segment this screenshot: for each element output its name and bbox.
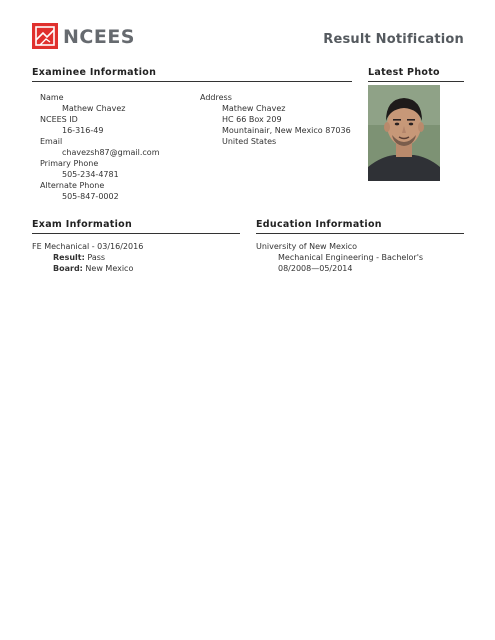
logo-wordmark: NCEES xyxy=(63,26,135,48)
page-title: Result Notification xyxy=(323,32,464,47)
board-value: New Mexico xyxy=(85,264,134,273)
address-line-4: United States xyxy=(222,137,277,146)
school-name: University of New Mexico xyxy=(256,242,358,251)
exam-information-heading: Exam Information xyxy=(32,219,133,230)
education-heading-rule xyxy=(256,233,464,234)
examinee-photo xyxy=(368,85,440,181)
primary-phone-value: 505-234-4781 xyxy=(62,170,119,179)
exam-board xyxy=(53,263,133,274)
email-value: chavezsh87@gmail.com xyxy=(62,148,160,157)
board-label: Board: xyxy=(53,264,83,273)
exam-line: FE Mechanical - 03/16/2016 xyxy=(32,242,144,251)
photo-heading-rule xyxy=(368,81,464,82)
email-label: Email xyxy=(40,137,63,146)
address-line-1: Mathew Chavez xyxy=(222,104,286,113)
address-line-2: HC 66 Box 209 xyxy=(222,115,282,124)
address-line-3: Mountainair, New Mexico 87036 xyxy=(222,126,351,135)
education-information-heading: Education Information xyxy=(256,219,382,230)
result-value: Pass xyxy=(87,253,106,262)
degree: Mechanical Engineering - Bachelor's xyxy=(278,253,424,262)
latest-photo-heading: Latest Photo xyxy=(368,67,440,78)
result-label: Result: xyxy=(53,253,85,262)
exam-result xyxy=(53,252,105,263)
primary-phone-label: Primary Phone xyxy=(40,159,99,168)
examinee-heading-rule xyxy=(32,81,352,82)
education-dates: 08/2008—05/2014 xyxy=(278,264,353,273)
exam-heading-rule xyxy=(32,233,240,234)
name-label: Name xyxy=(40,93,64,102)
examinee-information-heading: Examinee Information xyxy=(32,67,157,78)
alternate-phone-label: Alternate Phone xyxy=(40,181,105,190)
alternate-phone-value: 505-847-0002 xyxy=(62,192,119,201)
ncees-id-label: NCEES ID xyxy=(40,115,78,124)
ncees-id-value: 16-316-49 xyxy=(62,126,104,135)
address-label: Address xyxy=(200,93,232,102)
name-value: Mathew Chavez xyxy=(62,104,126,113)
ncees-logo-icon xyxy=(32,23,58,49)
